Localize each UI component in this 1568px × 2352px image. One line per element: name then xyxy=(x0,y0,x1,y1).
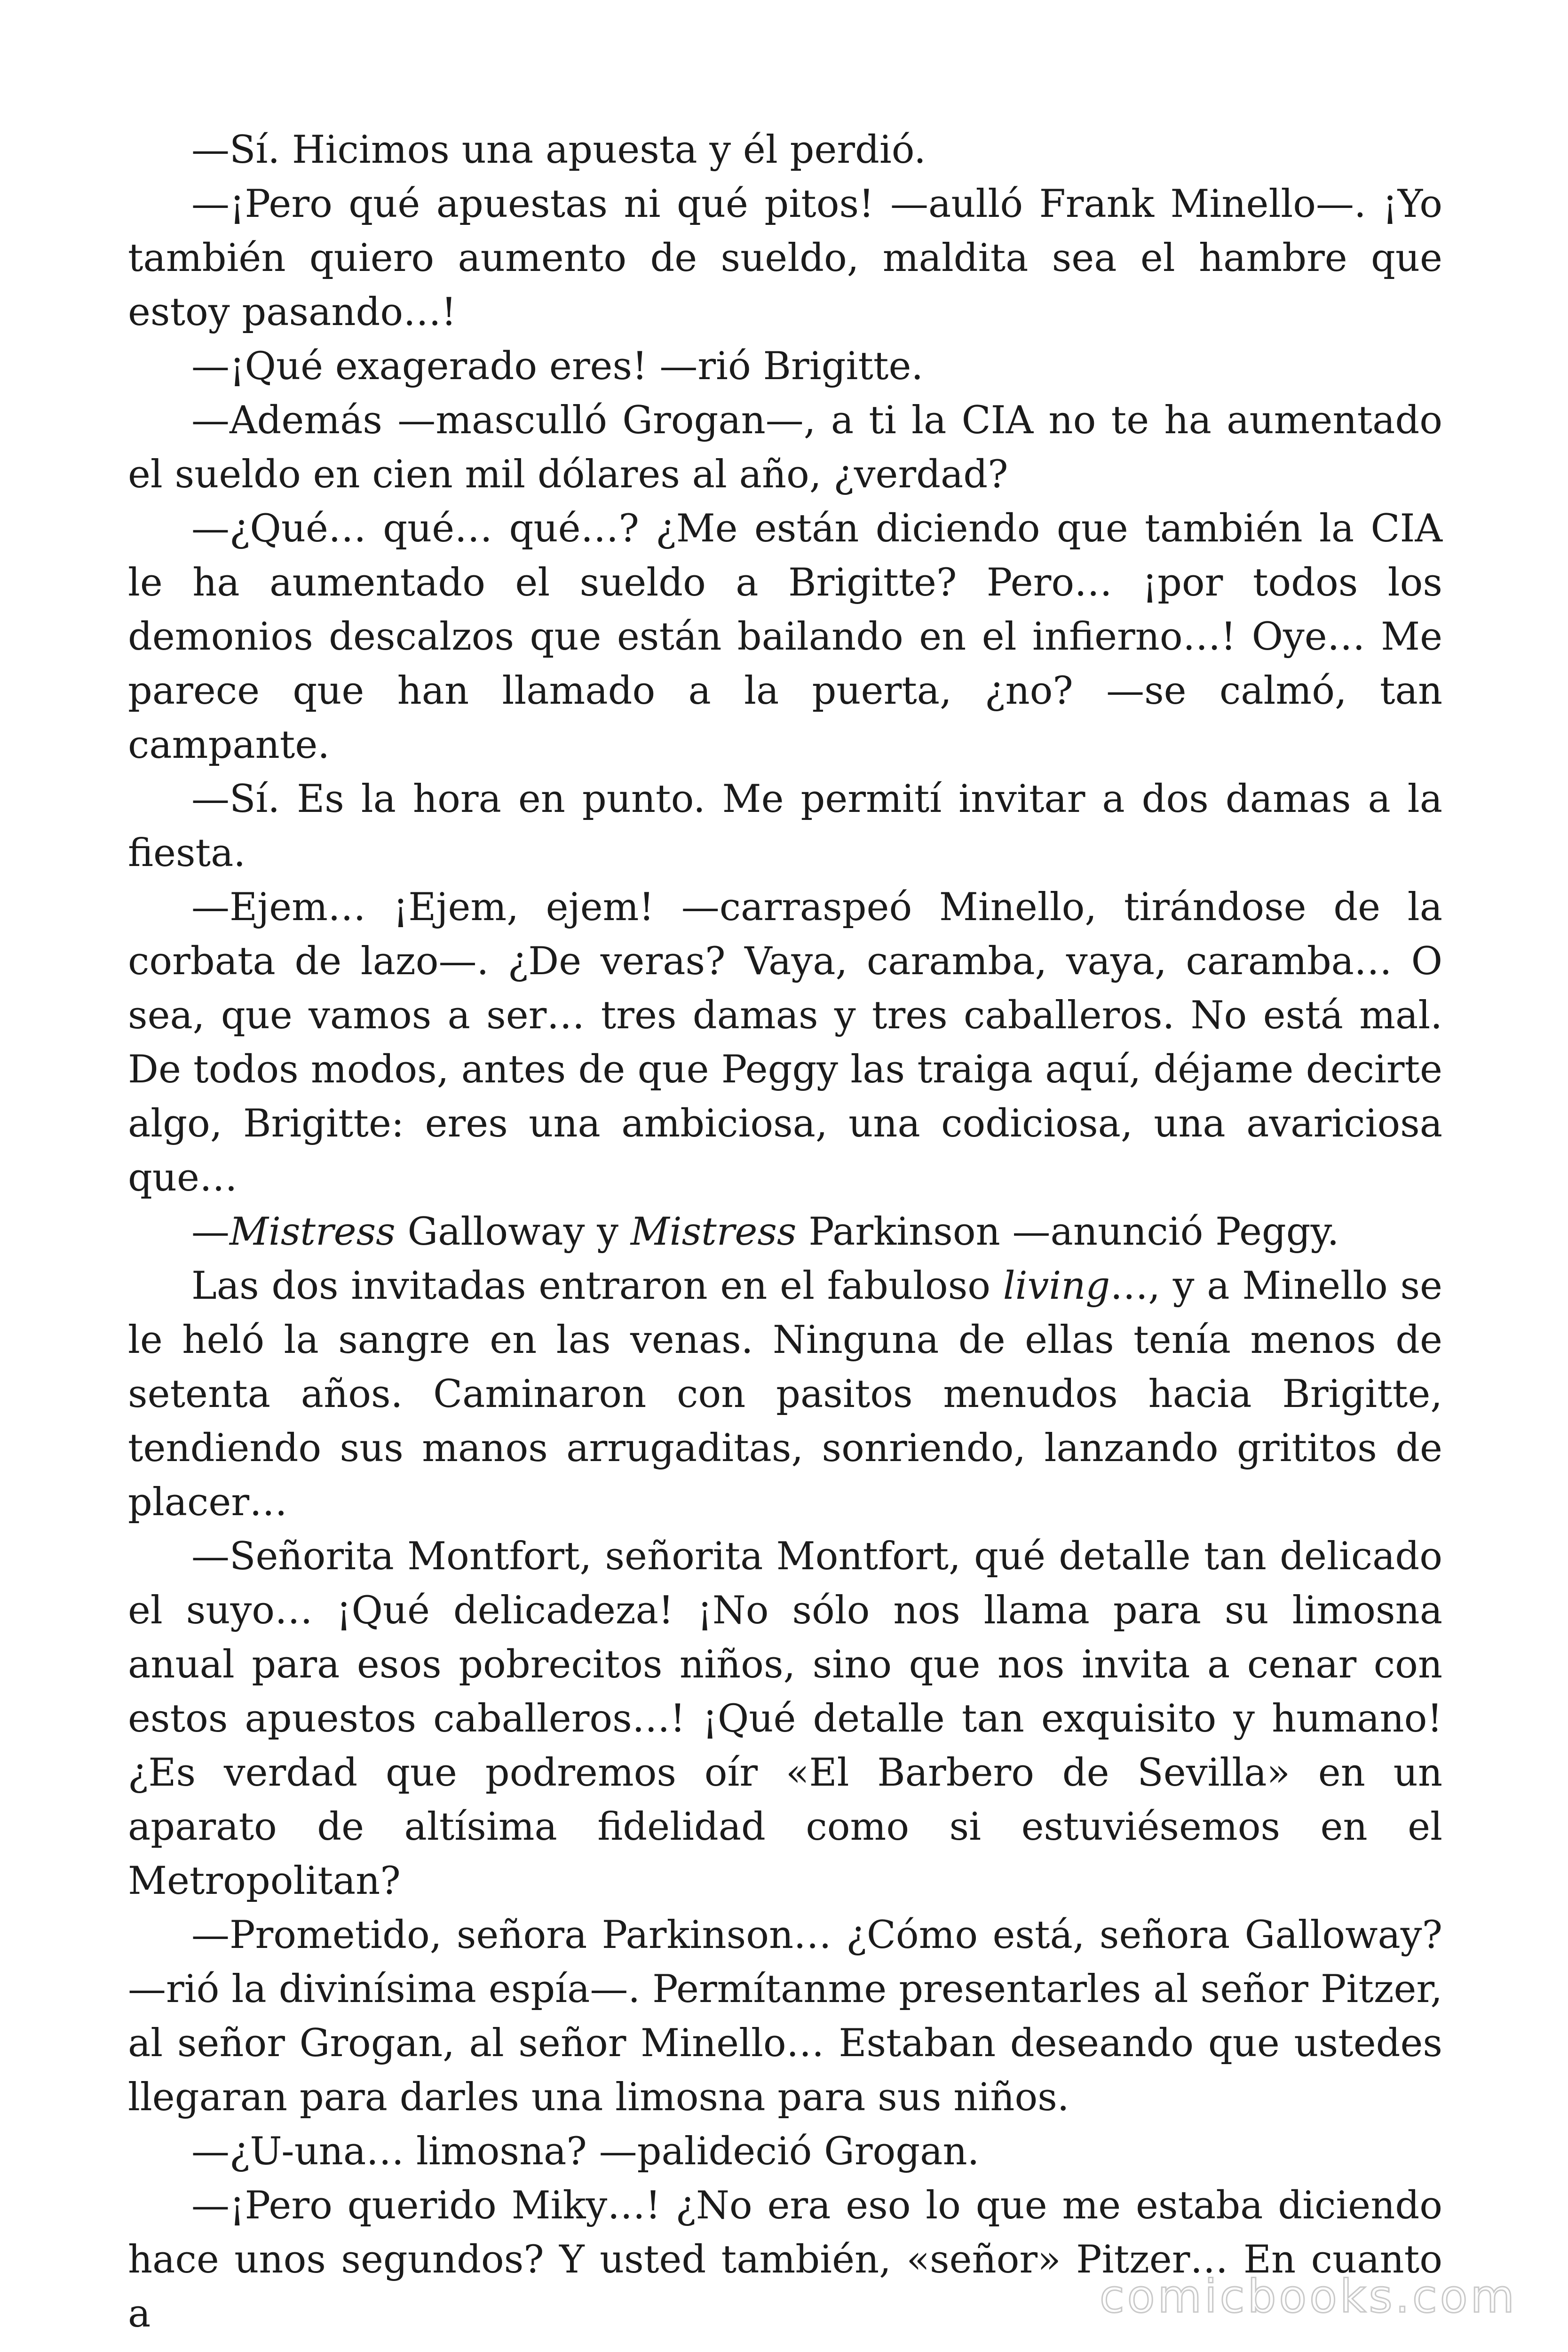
paragraph xyxy=(128,177,1442,340)
italic-text: Mistress xyxy=(230,1210,396,1254)
paragraph xyxy=(128,1908,1442,2125)
paragraph xyxy=(128,1205,1442,1259)
paragraph xyxy=(128,1530,1442,1908)
italic-text: Mistress xyxy=(630,1210,797,1254)
paragraph xyxy=(128,1259,1442,1530)
paragraph xyxy=(128,123,1442,177)
text-run: —¿Qué… qué… qué…? ¿Me están diciendo que también la CIA le ha aumentado el sueldo a Brigitte? Pero… ¡por todos los demonios descalzos que están bailando en el infierno…! Oye… Me parece que han llamado a la puerta, ¿no? —se calmó, tan campante. xyxy=(128,507,1442,767)
text-run: Las dos invitadas entraron en el fabuloso xyxy=(191,1264,1003,1308)
paragraph xyxy=(128,881,1442,1205)
text-run: Parkinson —anunció Peggy. xyxy=(796,1210,1339,1254)
text-run: …, y a Minello se le heló la sangre en las venas. Ninguna de ellas tenía menos de setenta años. Caminaron con pasitos menudos hacia Brigitte, tendiendo sus manos arrugaditas, sonriendo, lanzando grititos de placer… xyxy=(128,1264,1442,1525)
text-run: —¿U-una… limosna? —palideció Grogan. xyxy=(191,2130,980,2174)
text-run: —Señorita Montfort, señorita Montfort, qué detalle tan delicado el suyo… ¡Qué delicadeza! ¡No sólo nos llama para su limosna anual para esos pobrecitos niños, sino que nos invita a cenar con estos apuestos caballeros…! ¡Qué detalle tan exquisito y humano! ¿Es verdad que podremos oír «El Barbero de Sevilla» en un aparato de altísima fidelidad como si estuviésemos en el Metropolitan? xyxy=(128,1534,1442,1903)
paragraph xyxy=(128,772,1442,881)
body-text xyxy=(128,123,1442,2341)
text-run: —Ejem… ¡Ejem, ejem! —carraspeó Minello, tirándose de la corbata de lazo—. ¿De veras? Vaya, caramba, vaya, caramba… O sea, que vamos a ser… tres damas y tres caballeros. No está mal. De todos modos, antes de que Peggy las traiga aquí, déjame decirte algo, Brigitte: eres una ambiciosa, una codiciosa, una avariciosa que… xyxy=(128,885,1442,1200)
text-run: —Prometido, señora Parkinson… ¿Cómo está, señora Galloway? —rió la divinísima espía—. Permítanme presentarles al señor Pitzer, al señor Grogan, al señor Minello… Estaban deseando que ustedes llegaran para darles una limosna para sus niños. xyxy=(128,1913,1442,2120)
watermark: comicbooks.com xyxy=(1099,2270,1517,2323)
text-run: —Sí. Es la hora en punto. Me permití invitar a dos damas a la fiesta. xyxy=(128,777,1442,875)
text-run: —Además —masculló Grogan—, a ti la CIA no te ha aumentado el sueldo en cien mil dólares al año, ¿verdad? xyxy=(128,398,1442,497)
paragraph xyxy=(128,2125,1442,2179)
paragraph xyxy=(128,502,1442,772)
text-run: —¡Pero qué apuestas ni qué pitos! —aulló Frank Minello—. ¡Yo también quiero aumento de sueldo, maldita sea el hambre que estoy pasando…! xyxy=(128,182,1442,334)
text-run: Galloway y xyxy=(395,1210,631,1254)
text-run: —¡Qué exagerado eres! —rió Brigitte. xyxy=(191,344,924,389)
paragraph xyxy=(128,340,1442,394)
italic-text: living xyxy=(1003,1264,1110,1308)
text-run: —Sí. Hicimos una apuesta y él perdió. xyxy=(191,128,926,172)
paragraph xyxy=(128,394,1442,502)
text-run: — xyxy=(191,1210,230,1254)
text-run: —¡Pero querido Miky…! ¿No era eso lo que me estaba diciendo hace unos segundos? Y usted también, «señor» Pitzer… En cuanto a xyxy=(128,2184,1442,2336)
